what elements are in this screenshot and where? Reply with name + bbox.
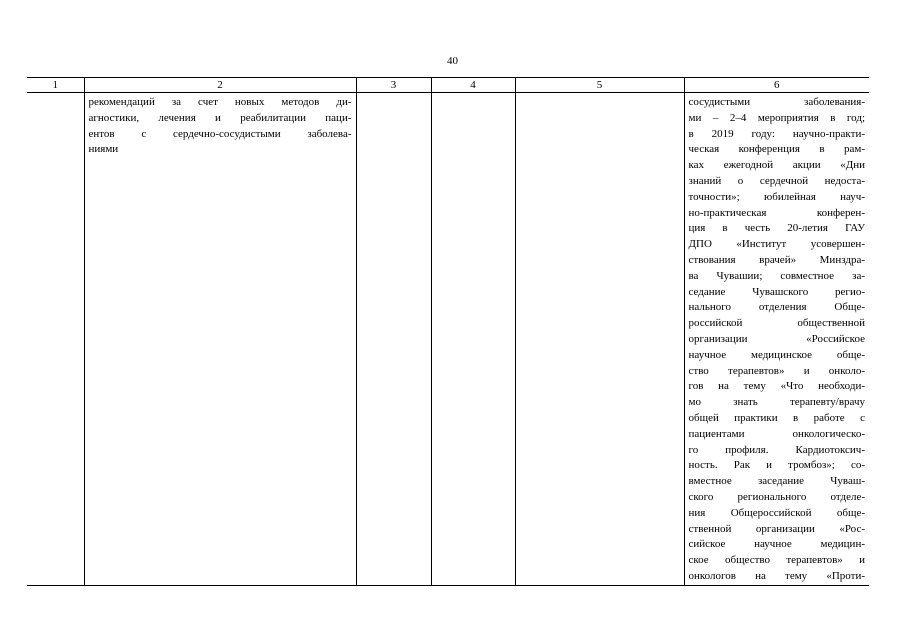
text-line: ва Чувашии; совместное за- <box>688 269 865 282</box>
header-col-6: 6 <box>684 78 869 93</box>
text-line: агностики, лечения и реабилитации паци- <box>88 111 352 124</box>
text-line: но-практическая конферен- <box>688 206 865 219</box>
text-line: мо знать терапевту/врачу <box>688 396 865 409</box>
text-line: знаний о сердечной недоста- <box>688 174 865 187</box>
text-line: пациентами онкологическо- <box>688 427 865 440</box>
text-line: ское общество терапевтов» и <box>688 554 865 567</box>
cell-col-3 <box>356 93 431 586</box>
text-line: онкологов на тему «Проти- <box>688 569 865 582</box>
header-col-1: 1 <box>27 78 84 93</box>
text-line: ния Общероссийской обще- <box>688 506 865 519</box>
text-line: организации «Российское <box>688 332 865 345</box>
header-row <box>27 78 869 93</box>
text-line: ственной организации «Рос- <box>688 522 865 535</box>
text-line: ниями <box>88 143 119 156</box>
cell-col-2-text <box>85 93 356 158</box>
text-line: сосудистыми заболевания- <box>688 96 865 108</box>
cell-col-4 <box>431 93 515 586</box>
text-line: ческая конференция в рам- <box>688 143 865 156</box>
page-number: 40 <box>447 55 458 67</box>
text-line: нального отделения Обще- <box>688 301 865 314</box>
text-line: ентов с сердечно-сосудистыми заболева- <box>88 127 352 140</box>
text-line: ствования врачей» Минздра- <box>688 253 865 266</box>
text-line: научное медицинское обще- <box>688 348 865 361</box>
cell-col-1 <box>27 93 84 586</box>
text-line: общей практики в работе с <box>688 411 865 424</box>
text-line: ность. Рак и тромбоз»; со- <box>688 459 865 472</box>
text-line: ство терапевтов» и онколо- <box>688 364 865 377</box>
text-line: седание Чувашского регио- <box>688 285 865 298</box>
text-line: ми – 2–4 мероприятия в год; <box>688 111 865 124</box>
cell-col-5 <box>515 93 684 586</box>
text-line: ках ежегодной акции «Дни <box>688 159 865 172</box>
text-line: российской общественной <box>688 317 865 330</box>
table-row <box>27 93 869 586</box>
text-line: гов на тему «Что необходи- <box>688 380 865 393</box>
text-line: точности»; юбилейная науч- <box>688 190 865 203</box>
header-col-4: 4 <box>431 78 515 93</box>
cell-col-6-text <box>685 93 870 585</box>
cell-col-6 <box>684 93 869 586</box>
header-col-5: 5 <box>515 78 684 93</box>
text-line: в 2019 году: научно-практи- <box>688 127 865 140</box>
text-line: вместное заседание Чуваш- <box>688 475 865 488</box>
text-line: ского регионального отделе- <box>688 490 865 503</box>
text-line: ДПО «Институт усовершен- <box>688 238 865 251</box>
header-col-3: 3 <box>356 78 431 93</box>
text-line: ция в честь 20-летия ГАУ <box>688 222 865 235</box>
cell-col-2 <box>84 93 356 586</box>
text-line: сийское научное медицин- <box>688 538 865 551</box>
document-table <box>27 77 869 586</box>
header-col-2: 2 <box>84 78 356 93</box>
text-line: го профиля. Кардиотоксич- <box>688 443 865 456</box>
text-line: рекомендаций за счет новых методов ди- <box>88 96 352 108</box>
